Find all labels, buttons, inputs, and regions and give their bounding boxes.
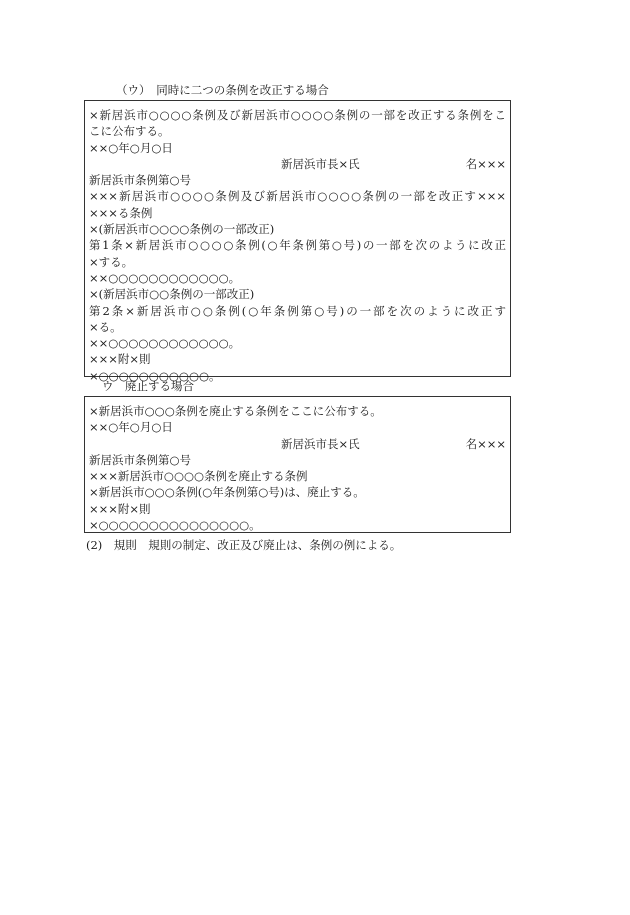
example-box-repeal xyxy=(84,396,511,533)
example-line: 新居浜市条例第○号 xyxy=(89,452,192,467)
example-box-amendment xyxy=(84,100,511,383)
example-line: ×××附×則 xyxy=(89,352,151,367)
example-line: ×○○○○○○○○○○○○○○○。 xyxy=(89,518,261,533)
signature-line xyxy=(89,436,506,452)
example-line: ×新居浜市○○○○条例及び新居浜市○○○○条例の一部を改正する条例をこ xyxy=(89,108,506,122)
example-line: ×××附×則 xyxy=(89,501,151,516)
example-line: ×××新居浜市○○○○条例を廃止する条例 xyxy=(89,469,308,484)
example-line: ××○年○月○日 xyxy=(89,420,173,435)
rules-note: (2) 規則 規則の制定、改正及び廃止は、条例の例による。 xyxy=(86,538,402,552)
example-line: ××○○○○○○○○○○○○。 xyxy=(89,270,241,285)
mayor-title: 新居浜市長×氏 xyxy=(281,436,360,451)
example-line: ××○○○○○○○○○○○○。 xyxy=(89,336,241,351)
signature-line xyxy=(89,156,506,172)
example-line: ×新居浜市○○○条例(○年条例第○号)は、廃止する。 xyxy=(89,485,365,500)
example-line: ×××る条例 xyxy=(89,205,153,220)
example-line: ×る。 xyxy=(89,319,122,334)
example-line: 第2条×新居浜市○○条例(○年条例第○号)の一部を次のように改正す xyxy=(89,303,506,318)
section-heading-u: ウ 廃止する場合 xyxy=(102,379,194,393)
example-line: 新居浜市条例第○号 xyxy=(89,173,192,188)
mayor-name: 名××× xyxy=(465,436,506,451)
example-line: ××○年○月○日 xyxy=(89,140,173,155)
example-line: ×(新居浜市○○○○条例の一部改正) xyxy=(89,222,275,237)
section-heading-u-paren: （ウ） 同時に二つの条例を改正する場合 xyxy=(116,83,329,97)
mayor-name: 名××× xyxy=(465,156,506,171)
example-line: こに公布する。 xyxy=(89,124,170,139)
example-line: ×する。 xyxy=(89,254,134,269)
mayor-title: 新居浜市長×氏 xyxy=(281,156,360,171)
example-line: ×○○○○○○○○○○○。 xyxy=(89,368,221,383)
example-line: 第1条×新居浜市○○○○条例(○年条例第○号)の一部を次のように改正 xyxy=(89,238,506,253)
example-line: ×(新居浜市○○条例の一部改正) xyxy=(89,287,255,302)
example-line: ×××新居浜市○○○○条例及び新居浜市○○○○条例の一部を改正す××× xyxy=(89,189,506,204)
example-line: ×新居浜市○○○条例を廃止する条例をここに公布する。 xyxy=(89,404,382,418)
